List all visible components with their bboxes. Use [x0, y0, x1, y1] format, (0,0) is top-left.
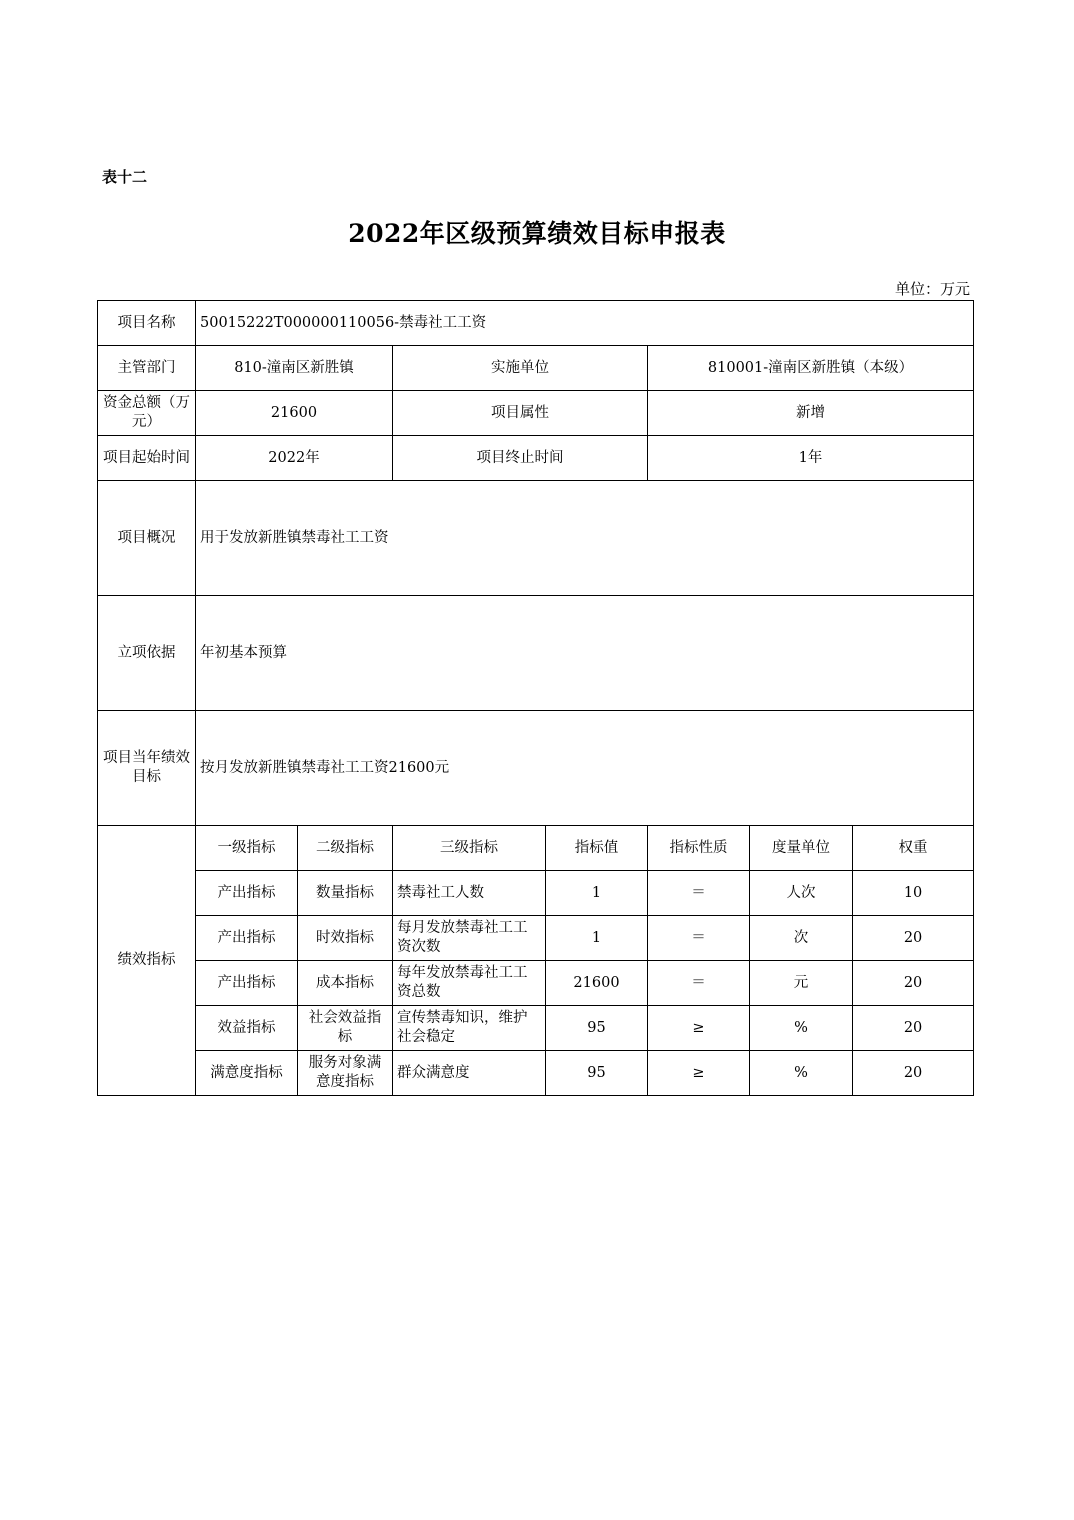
- indicator-level1: 产出指标: [196, 916, 298, 961]
- indicator-value: 1: [546, 871, 648, 916]
- department-row: [98, 346, 974, 391]
- implementing-unit-value: 810001-潼南区新胜镇（本级）: [648, 346, 974, 391]
- project-name-label: 项目名称: [98, 301, 196, 346]
- indicator-value: 95: [546, 1051, 648, 1096]
- indicator-nature: ≥: [648, 1006, 750, 1051]
- indicator-level2: 社会效益指标: [298, 1006, 393, 1051]
- indicator-level3: 每年发放禁毒社工工资总数: [393, 961, 546, 1006]
- project-attribute-value: 新增: [648, 391, 974, 436]
- table-number-label: 表十二: [102, 168, 148, 186]
- indicator-value: 95: [546, 1006, 648, 1051]
- basis-label: 立项依据: [98, 596, 196, 711]
- indicator-weight: 20: [853, 1006, 974, 1051]
- header-level1: 一级指标: [196, 826, 298, 871]
- department-label: 主管部门: [98, 346, 196, 391]
- indicator-value: 1: [546, 916, 648, 961]
- basis-value: 年初基本预算: [196, 596, 974, 711]
- total-funds-label: 资金总额（万元）: [98, 391, 196, 436]
- project-attribute-label: 项目属性: [393, 391, 648, 436]
- indicator-level3: 每月发放禁毒社工工资次数: [393, 916, 546, 961]
- funds-row: [98, 391, 974, 436]
- table-row: [98, 961, 974, 1006]
- overview-value: 用于发放新胜镇禁毒社工工资: [196, 481, 974, 596]
- indicator-unit: 人次: [750, 871, 853, 916]
- indicator-value: 21600: [546, 961, 648, 1006]
- header-weight: 权重: [853, 826, 974, 871]
- header-nature: 指标性质: [648, 826, 750, 871]
- indicator-nature: ＝: [648, 916, 750, 961]
- time-row: [98, 436, 974, 481]
- indicator-unit: %: [750, 1006, 853, 1051]
- goal-row: [98, 711, 974, 826]
- indicator-nature: ≥: [648, 1051, 750, 1096]
- indicator-level2: 成本指标: [298, 961, 393, 1006]
- end-time-label: 项目终止时间: [393, 436, 648, 481]
- document-title: 2022年区级预算绩效目标申报表: [348, 219, 726, 248]
- indicator-level3: 宣传禁毒知识，维护社会稳定: [393, 1006, 546, 1051]
- header-unit: 度量单位: [750, 826, 853, 871]
- indicator-level3: 禁毒社工人数: [393, 871, 546, 916]
- indicator-level1: 效益指标: [196, 1006, 298, 1051]
- indicator-weight: 20: [853, 916, 974, 961]
- indicator-unit: %: [750, 1051, 853, 1096]
- start-time-value: 2022年: [196, 436, 393, 481]
- indicator-level2: 数量指标: [298, 871, 393, 916]
- indicator-nature: ＝: [648, 871, 750, 916]
- table-row: [98, 871, 974, 916]
- overview-row: [98, 481, 974, 596]
- overview-label: 项目概况: [98, 481, 196, 596]
- indicator-level1: 产出指标: [196, 871, 298, 916]
- performance-section-label: 绩效指标: [98, 826, 196, 1096]
- end-time-value: 1年: [648, 436, 974, 481]
- unit-label: 单位：万元: [894, 280, 970, 298]
- goal-value: 按月发放新胜镇禁毒社工工资21600元: [196, 711, 974, 826]
- basis-row: [98, 596, 974, 711]
- table-row: [98, 916, 974, 961]
- indicator-level1: 满意度指标: [196, 1051, 298, 1096]
- indicator-unit: 元: [750, 961, 853, 1006]
- indicator-level2: 时效指标: [298, 916, 393, 961]
- header-level3: 三级指标: [393, 826, 546, 871]
- indicator-header-row: [98, 826, 974, 871]
- indicator-level3: 群众满意度: [393, 1051, 546, 1096]
- budget-performance-table: [97, 300, 974, 1096]
- header-level2: 二级指标: [298, 826, 393, 871]
- total-funds-value: 21600: [196, 391, 393, 436]
- indicator-level2: 服务对象满意度指标: [298, 1051, 393, 1096]
- indicator-weight: 20: [853, 1051, 974, 1096]
- header-value: 指标值: [546, 826, 648, 871]
- table-row: [98, 1051, 974, 1096]
- indicator-level1: 产出指标: [196, 961, 298, 1006]
- indicator-weight: 20: [853, 961, 974, 1006]
- goal-label: 项目当年绩效目标: [98, 711, 196, 826]
- start-time-label: 项目起始时间: [98, 436, 196, 481]
- indicator-weight: 10: [853, 871, 974, 916]
- department-value: 810-潼南区新胜镇: [196, 346, 393, 391]
- project-name-row: [98, 301, 974, 346]
- project-name-value: 50015222T000000110056-禁毒社工工资: [196, 301, 974, 346]
- indicator-unit: 次: [750, 916, 853, 961]
- implementing-unit-label: 实施单位: [393, 346, 648, 391]
- table-row: [98, 1006, 974, 1051]
- indicator-nature: ＝: [648, 961, 750, 1006]
